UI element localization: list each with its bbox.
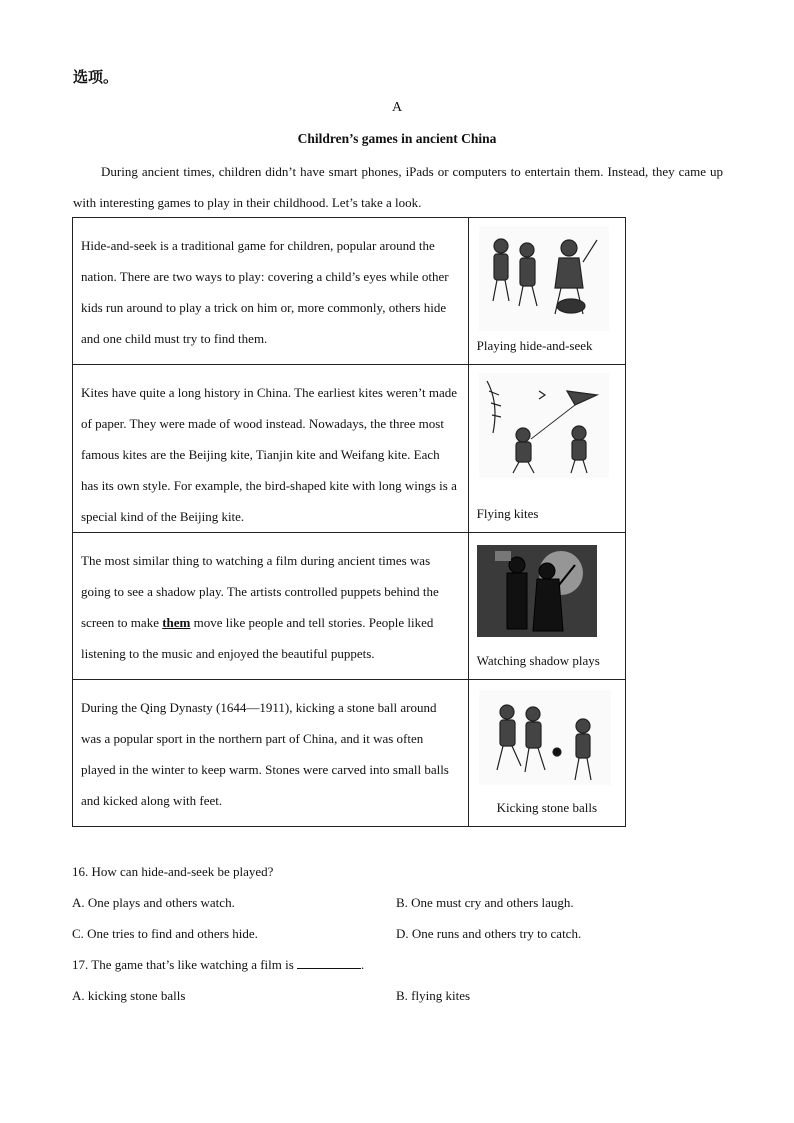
game-text-shadow-play bbox=[73, 533, 468, 669]
game-picture-cell bbox=[468, 533, 625, 680]
answer-blank[interactable] bbox=[297, 954, 361, 969]
game-text-cell bbox=[73, 533, 469, 680]
q16-option-a[interactable]: A. One plays and others watch. bbox=[72, 895, 235, 910]
caption-stone-balls: Kicking stone balls bbox=[496, 800, 598, 815]
lead-text: 选项。 bbox=[73, 68, 119, 86]
q16-option-d[interactable]: D. One runs and others try to catch. bbox=[396, 926, 582, 941]
q17-stem-text: 17. The game that’s like watching a film is bbox=[72, 957, 298, 972]
question-17-options-row-1 bbox=[72, 980, 732, 1011]
caption-shadow-plays: Watching shadow plays bbox=[476, 653, 600, 668]
game-picture-cell bbox=[468, 680, 625, 827]
text-after-emphasis: move like people and tell stories. People liked listening to the music and enjoyed the beautiful puppets. bbox=[81, 615, 434, 661]
stone-ball-illustration bbox=[479, 690, 611, 785]
section-letter: A bbox=[391, 100, 403, 115]
text-before-emphasis: The most similar thing to watching a film during ancient times was going to see a shadow play. The artists controlled puppets behind the screen to make bbox=[81, 553, 439, 630]
shadow-play-illustration bbox=[477, 545, 597, 637]
question-16-stem: 16. How can hide-and-seek be played? bbox=[72, 864, 274, 879]
flying-kites-illustration bbox=[479, 373, 609, 478]
caption-flying-kites: Flying kites bbox=[476, 506, 539, 521]
games-table bbox=[72, 217, 626, 827]
q17-option-a[interactable]: A. kicking stone balls bbox=[72, 988, 186, 1003]
game-picture-cell bbox=[468, 218, 625, 365]
passage-title: Children’s games in ancient China bbox=[297, 131, 497, 146]
game-picture-cell bbox=[468, 365, 625, 533]
hide-and-seek-illustration bbox=[479, 226, 609, 331]
question-16-options-row-1 bbox=[72, 887, 732, 918]
table-row bbox=[73, 365, 626, 533]
q17-stem-end: . bbox=[361, 957, 365, 972]
game-text-hide-and-seek: Hide-and-seek is a traditional game for children, popular around the nation. There are two ways to play: covering a child’s eyes while other kids run around to play a trick on him or, more commonly, others hide and one child must try to find them. bbox=[81, 238, 449, 346]
game-text-cell bbox=[73, 218, 469, 365]
questions-section bbox=[72, 856, 732, 1011]
q16-option-b[interactable]: B. One must cry and others laugh. bbox=[396, 895, 574, 910]
game-text-stone-ball: During the Qing Dynasty (1644—1911), kicking a stone ball around was a popular sport in the northern part of China, and it was often played in the winter to keep warm. Stones were carved into small balls and kicked along with feet. bbox=[81, 700, 449, 808]
q16-option-c[interactable]: C. One tries to find and others hide. bbox=[72, 926, 258, 941]
table-row bbox=[73, 680, 626, 827]
emphasized-word: them bbox=[162, 615, 191, 630]
game-text-cell bbox=[73, 365, 469, 533]
q17-option-b[interactable]: B. flying kites bbox=[396, 988, 471, 1003]
table-row bbox=[73, 533, 626, 680]
intro-paragraph: During ancient times, children didn’t have smart phones, iPads or computers to entertain them. Instead, they came up with interesting games to play in their childhood. Let’s take a look. bbox=[73, 164, 723, 210]
question-17-stem bbox=[72, 949, 732, 980]
question-16-options-row-2 bbox=[72, 918, 732, 949]
caption-hide-and-seek: Playing hide-and-seek bbox=[476, 338, 593, 353]
game-text-cell bbox=[73, 680, 469, 827]
game-text-kites: Kites have quite a long history in China. The earliest kites weren’t made of paper. They were made of wood instead. Nowadays, the three most famous kites are the Beijing kite, Tianjin kite and Weifang kite. Each has its own style. For example, the bird-shaped kite with long wings is a special kind of the Beijing kite. bbox=[81, 385, 458, 524]
table-row bbox=[73, 218, 626, 365]
